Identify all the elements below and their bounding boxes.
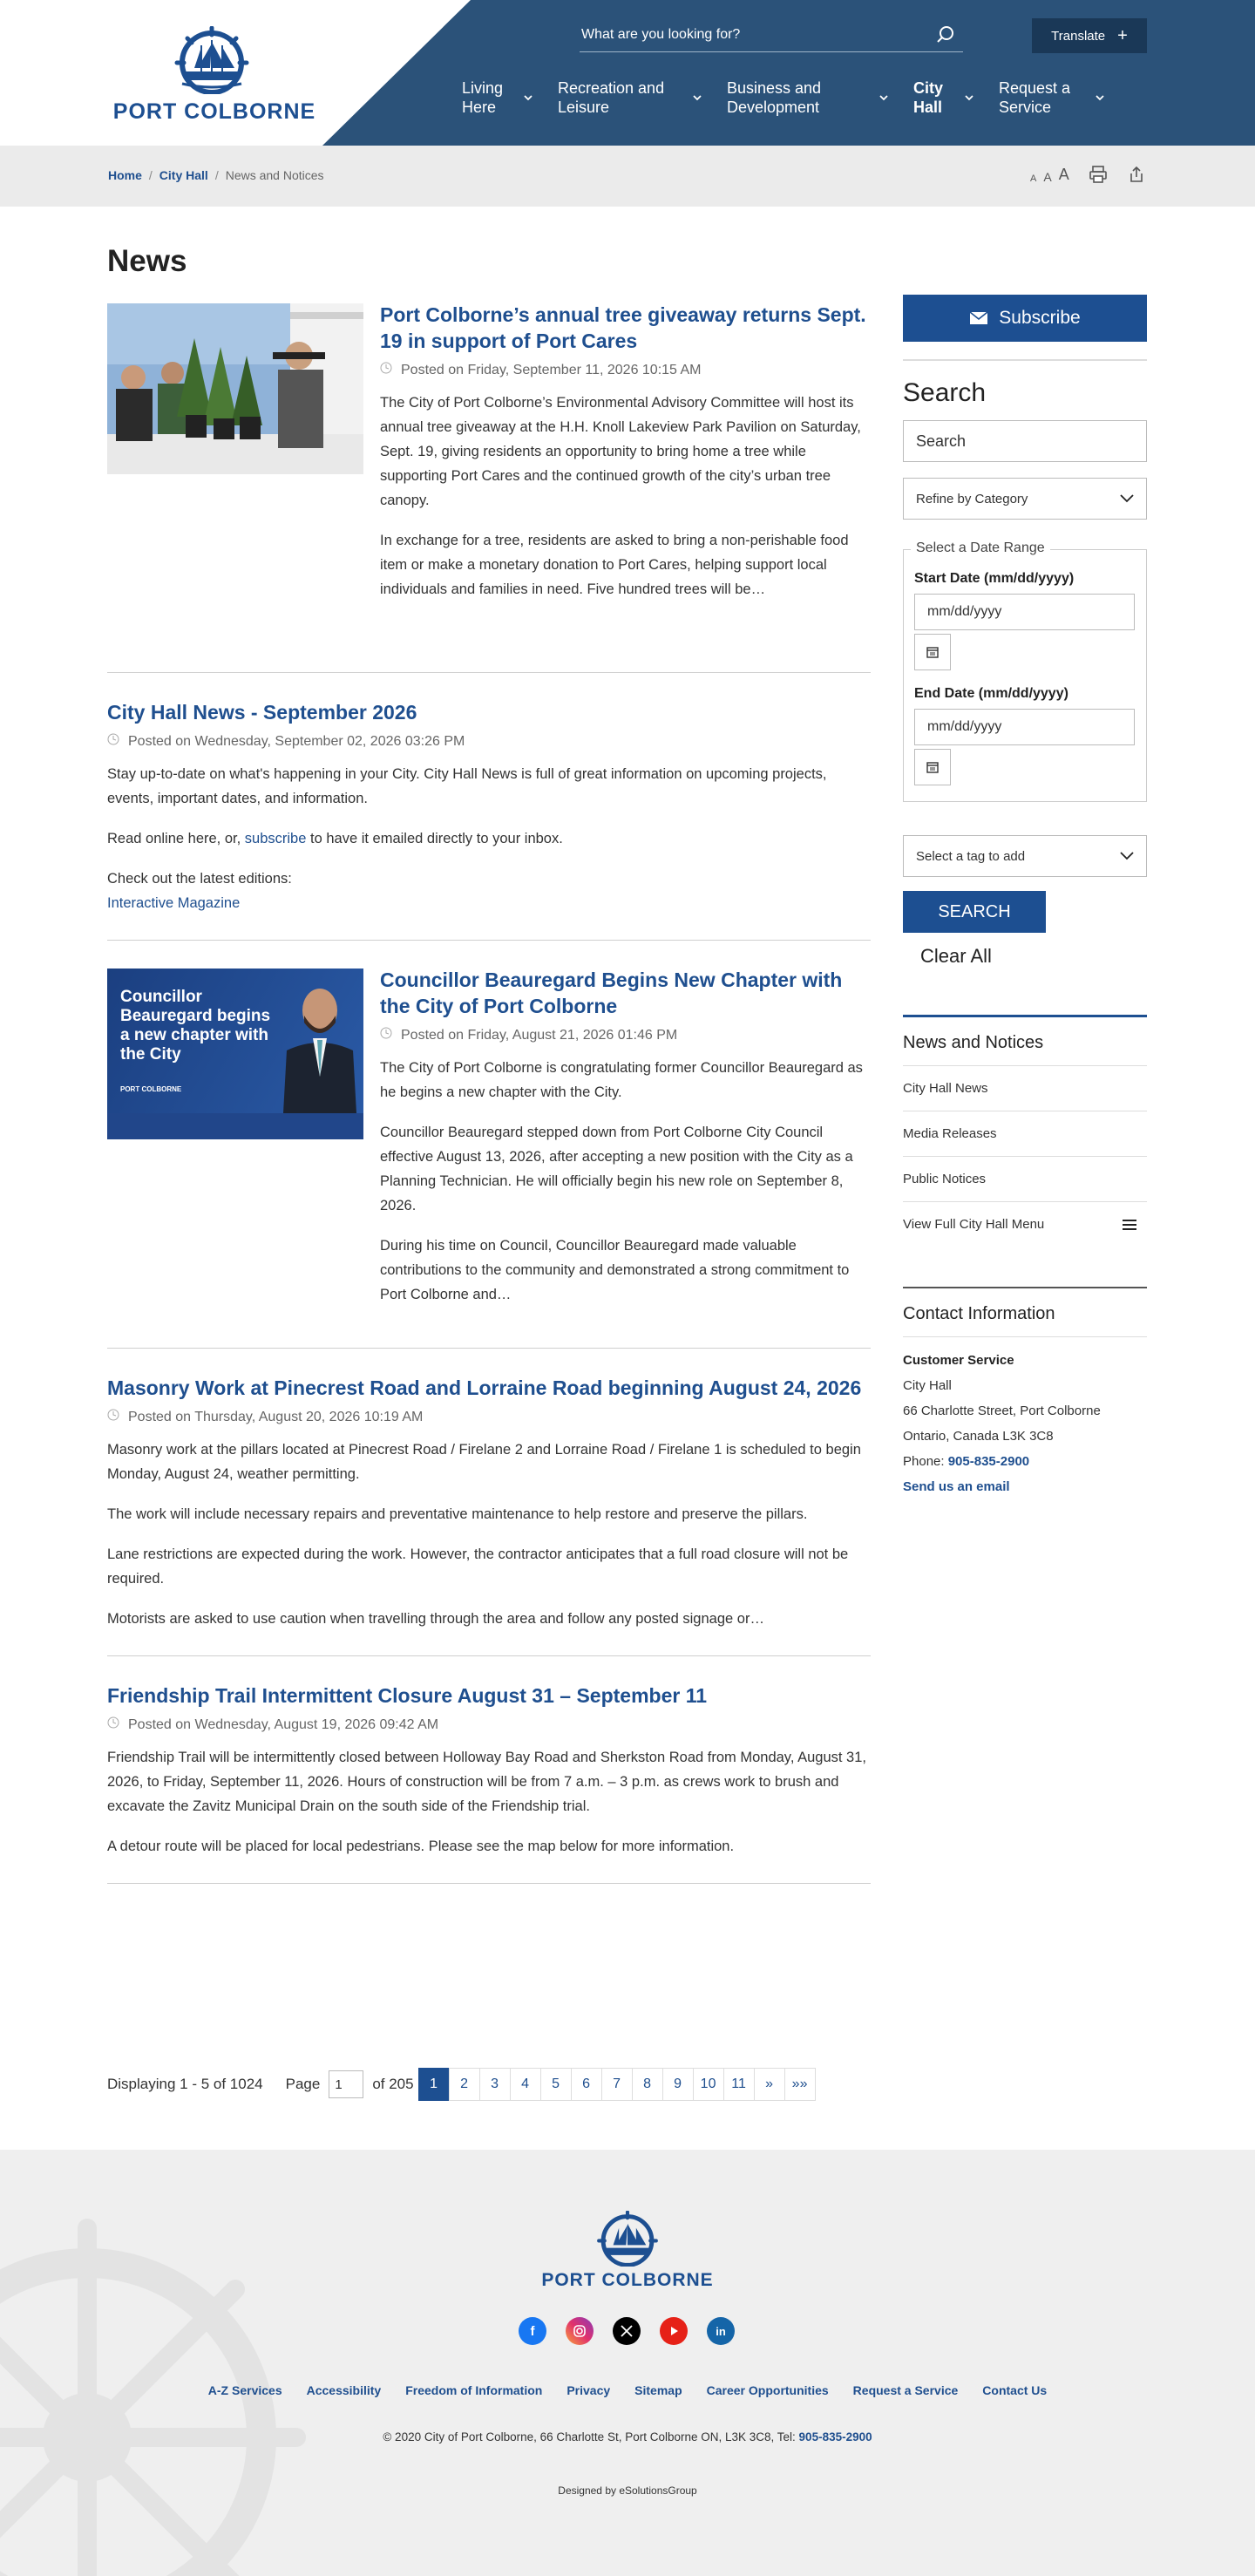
posted-date: [107, 1717, 871, 1733]
facebook-icon[interactable]: f: [519, 2317, 546, 2345]
page-link-3[interactable]: 3: [479, 2068, 511, 2101]
footer-logo[interactable]: [538, 2211, 717, 2291]
print-icon[interactable]: [1089, 165, 1108, 184]
news-item: [107, 1682, 871, 1884]
end-date-calendar-button[interactable]: [914, 749, 951, 785]
news-paragraph: In exchange for a tree, residents are asked to bring a non-perishable food item or make a monetary donation to Port Cares, helping support local individuals and families in need. Five hundred trees will be…: [380, 533, 849, 597]
news-item: [107, 699, 871, 941]
contact-details: [903, 1336, 1147, 1499]
page-link-9[interactable]: 9: [662, 2068, 694, 2101]
page-tools: [1030, 165, 1146, 184]
news-paragraph: [107, 867, 871, 915]
breadcrumb-separator: /: [214, 168, 219, 182]
nav-request-service[interactable]: [999, 73, 1105, 122]
menu-link-full-city-hall[interactable]: [903, 1201, 1147, 1247]
calendar-icon: [926, 645, 940, 659]
chevron-down-icon: [964, 92, 974, 103]
linkedin-icon[interactable]: in: [707, 2317, 735, 2345]
start-date-input[interactable]: mm/dd/yyyy: [914, 594, 1135, 630]
interactive-magazine-link[interactable]: Interactive Magazine: [107, 895, 241, 911]
subscribe-button[interactable]: [903, 295, 1147, 342]
page-title: News: [107, 244, 187, 278]
divider: [903, 359, 1147, 361]
site-footer: [0, 2150, 1255, 2576]
footer-link-sitemap[interactable]: Sitemap: [634, 2383, 682, 2397]
sidebar: [903, 295, 1147, 1499]
news-body: [380, 302, 871, 602]
email-link[interactable]: Send us an email: [903, 1479, 1010, 1494]
sidebar-search-input[interactable]: Search: [903, 420, 1147, 462]
clear-all-button[interactable]: Clear All: [920, 945, 992, 967]
contact-address: 66 Charlotte Street, Port Colborne: [903, 1404, 1101, 1418]
page-link-6[interactable]: 6: [571, 2068, 602, 2101]
news-paragraph: Councillor Beauregard stepped down from Port Colborne City Council effective August 13, 2026, after accepting a new position with the City as a Planning Technician. He will officially begin his new role on September 8, 2026.: [380, 1125, 853, 1213]
news-paragraph: [107, 826, 871, 851]
page-link-1[interactable]: 1: [418, 2068, 450, 2101]
footer-link-privacy[interactable]: Privacy: [566, 2383, 611, 2397]
translate-button[interactable]: [1032, 18, 1147, 53]
posted-date: [107, 734, 871, 750]
clock-icon: [107, 1409, 119, 1421]
designed-by[interactable]: Designed by eSolutionsGroup: [558, 2484, 697, 2497]
subscribe-label: Subscribe: [999, 308, 1081, 328]
page-link-2[interactable]: 2: [449, 2068, 480, 2101]
tree-giveaway-photo: [107, 303, 363, 474]
page-total: of 205: [372, 2076, 414, 2092]
site-search-input[interactable]: What are you looking for?: [581, 27, 741, 42]
last-page-link[interactable]: »»: [784, 2068, 816, 2101]
contact-heading: Contact Information: [903, 1304, 1055, 1323]
sidebar-search-title: Search: [903, 378, 987, 407]
chevron-down-icon: [1120, 852, 1134, 860]
news-title-link[interactable]: Masonry Work at Pinecrest Road and Lorraine Road beginning August 24, 2026: [107, 1376, 862, 1399]
envelope-icon: [969, 311, 988, 325]
menu-link-label: City Hall News: [903, 1081, 988, 1096]
footer-link-request-service[interactable]: Request a Service: [852, 2383, 959, 2397]
news-paragraph: The City of Port Colborne’s Environmental Advisory Committee will host its annual tree giveaway at the H.H. Knoll Lakeview Park Pavilion on Saturday, Sept. 19, giving residents an opportunity to bring home a tree while supporting Port Cares and the continued growth of the city’s urban tree canopy.: [380, 395, 861, 508]
news-paragraph: Masonry work at the pillars located at Pinecrest Road / Firelane 2 and Lorraine Road / Firelane 1 is scheduled to begin Monday, August 24, weather permitting.: [107, 1442, 861, 1482]
menu-link-label: Public Notices: [903, 1172, 987, 1186]
search-submit-button[interactable]: SEARCH: [903, 891, 1046, 933]
text-size-large-button[interactable]: A: [1058, 166, 1069, 183]
footer-links: [0, 2383, 1255, 2397]
posted-date-text: Posted on Friday, August 21, 2026 01:46 PM: [401, 1028, 678, 1043]
clock-icon: [107, 1716, 119, 1729]
logo-text: PORT COLBORNE: [112, 99, 316, 124]
ship-wheel-logo-icon: [159, 26, 264, 94]
page-links: [419, 2068, 816, 2101]
clock-icon: [107, 733, 119, 745]
text-size-medium-button[interactable]: A: [1043, 170, 1052, 184]
news-title-link[interactable]: Councillor Beauregard Begins New Chapter with the City of Port Colborne: [380, 969, 843, 1017]
main-navigation: [462, 73, 1130, 122]
contact-address: Ontario, Canada L3K 3C8: [903, 1429, 1054, 1444]
share-icon[interactable]: [1127, 165, 1146, 184]
contact-department: Customer Service: [903, 1353, 1014, 1368]
footer-link-careers[interactable]: Career Opportunities: [706, 2383, 829, 2397]
news-paragraph: Motorists are asked to use caution when travelling through the area and follow any posted signage or…: [107, 1611, 764, 1627]
news-paragraph: The City of Port Colborne is congratulating former Councillor Beauregard as he begins a new chapter with the City.: [380, 1060, 863, 1100]
breadcrumb-separator: /: [148, 168, 153, 182]
news-title-link[interactable]: City Hall News - September 2026: [107, 701, 417, 724]
contact-information: [903, 1287, 1147, 1499]
posted-date-text: Posted on Friday, September 11, 2026 10:15 AM: [401, 363, 702, 377]
news-paragraph: Friendship Trail will be intermittently closed between Holloway Bay Road and Sherkston Road from Monday, August 31, 2026, to Friday, September 11, 2026. Hours of construction will be from 7 a.m. – 3 p.m. as crews work to brush and excavate the Zavitz Municipal Drain on the south side of the Friendship trial.: [107, 1750, 866, 1814]
news-list: [107, 302, 871, 1910]
nav-business-development[interactable]: [727, 73, 889, 122]
thumbnail-logo: PORT COLBORNE: [120, 1085, 182, 1093]
nav-city-hall[interactable]: [913, 73, 974, 122]
category-select-value: Refine by Category: [916, 491, 1028, 506]
nav-label: City Hall: [913, 79, 944, 116]
date-range-fieldset: [903, 540, 1147, 802]
chevron-down-icon: [878, 92, 889, 103]
date-range-legend: Select a Date Range: [911, 540, 1050, 556]
breadcrumb: [108, 168, 324, 182]
results-count: Displaying 1 - 5 of 1024: [107, 2076, 263, 2092]
search-icon[interactable]: [935, 24, 956, 45]
tag-select[interactable]: [903, 835, 1147, 877]
nav-label: Request a Service: [999, 79, 1071, 116]
news-thumbnail-councillor[interactable]: [107, 969, 363, 1139]
site-header: [0, 0, 1255, 146]
nav-label: Business and Development: [727, 79, 822, 116]
posted-date: [380, 363, 871, 378]
posted-date-text: Posted on Wednesday, August 19, 2026 09:42 AM: [128, 1717, 439, 1732]
instagram-glyph: [573, 2324, 587, 2338]
news-item: [107, 967, 871, 1349]
category-select[interactable]: [903, 478, 1147, 520]
menu-link-city-hall-news[interactable]: [903, 1065, 1147, 1111]
page-number-input[interactable]: [329, 2070, 363, 2098]
news-text: Read online here, or,: [107, 831, 245, 846]
social-links: [519, 2317, 735, 2345]
copyright-text: © 2020 City of Port Colborne, 66 Charlotte St, Port Colborne ON, L3K 3C8, Tel:: [383, 2430, 799, 2443]
nav-label: Recreation and Leisure: [558, 79, 665, 116]
footer-link-az-services[interactable]: A-Z Services: [207, 2383, 282, 2397]
clock-icon: [380, 1027, 392, 1039]
phone-label: Phone:: [903, 1454, 948, 1469]
news-text: to have it emailed directly to your inbox.: [306, 831, 563, 846]
pagination: [107, 2068, 871, 2101]
page-label: Page: [285, 2076, 321, 2092]
page-link-10[interactable]: 10: [693, 2068, 724, 2101]
chevron-down-icon: [1120, 494, 1134, 503]
news-thumbnail-tree-giveaway[interactable]: [107, 303, 363, 474]
page-link-5[interactable]: 5: [540, 2068, 572, 2101]
posted-date: [380, 1028, 871, 1043]
nav-living-here[interactable]: [462, 73, 533, 122]
menu-link-label: View Full City Hall Menu: [903, 1217, 1045, 1232]
next-page-link[interactable]: »: [754, 2068, 785, 2101]
instagram-icon[interactable]: [566, 2317, 594, 2345]
news-paragraph: The work will include necessary repairs and preventative maintenance to help restore and preserve the pillars.: [107, 1506, 808, 1522]
start-date-label: Start Date (mm/dd/yyyy): [914, 571, 1075, 586]
tag-select-value: Select a tag to add: [916, 848, 1026, 864]
footer-phone-link[interactable]: 905-835-2900: [798, 2430, 872, 2443]
x-glyph: [621, 2325, 633, 2337]
chevron-down-icon: [523, 92, 533, 103]
copyright: [0, 2430, 1255, 2443]
news-paragraph: Lane restrictions are expected during the work. However, the contractor anticipates that a full road closure will not be required.: [107, 1546, 849, 1587]
subscribe-link[interactable]: subscribe: [244, 831, 307, 846]
posted-date-text: Posted on Thursday, August 20, 2026 10:19 AM: [128, 1410, 424, 1424]
menu-link-label: Media Releases: [903, 1126, 997, 1141]
footer-link-foi[interactable]: Freedom of Information: [405, 2383, 543, 2397]
calendar-icon: [926, 760, 940, 774]
play-glyph: [668, 2325, 680, 2337]
translate-label: Translate: [1051, 28, 1106, 44]
menu-link-public-notices[interactable]: [903, 1156, 1147, 1201]
hamburger-menu-icon: [1123, 1219, 1136, 1231]
posted-date-text: Posted on Wednesday, September 02, 2026 03:26 PM: [128, 734, 465, 749]
news-text: Check out the latest editions:: [107, 871, 292, 887]
text-size-small-button[interactable]: A: [1030, 173, 1037, 184]
end-date-label: End Date (mm/dd/yyyy): [914, 686, 1068, 701]
page-link-8[interactable]: 8: [632, 2068, 663, 2101]
footer-link-accessibility[interactable]: Accessibility: [306, 2383, 382, 2397]
phone-link[interactable]: 905-835-2900: [947, 1454, 1030, 1469]
page-link-11[interactable]: 11: [723, 2068, 755, 2101]
clock-icon: [380, 362, 392, 374]
breadcrumb-home[interactable]: Home: [108, 168, 142, 182]
breadcrumb-city-hall[interactable]: City Hall: [159, 168, 208, 182]
news-paragraph: A detour route will be placed for local pedestrians. Please see the map below for more information.: [107, 1839, 735, 1854]
x-icon[interactable]: [613, 2317, 641, 2345]
news-paragraph: Stay up-to-date on what's happening in your City. City Hall News is full of great information on upcoming projects, events, important dates, and information.: [107, 766, 827, 806]
ship-wheel-logo-icon: [584, 2211, 671, 2267]
page-link-7[interactable]: 7: [601, 2068, 633, 2101]
councillor-photo: [275, 981, 362, 1113]
youtube-icon[interactable]: [660, 2317, 688, 2345]
breadcrumb-bar: [0, 146, 1255, 207]
contact-line: City Hall: [903, 1378, 952, 1393]
site-logo[interactable]: [107, 26, 322, 122]
site-search[interactable]: [580, 19, 963, 52]
posted-date: [107, 1410, 871, 1425]
chevron-down-icon: [1095, 92, 1105, 103]
footer-logo-text: PORT COLBORNE: [541, 2270, 714, 2290]
news-notices-menu: [903, 1015, 1147, 1247]
nav-label: Living Here: [462, 79, 504, 116]
news-body: [380, 967, 871, 1307]
footer-link-contact[interactable]: Contact Us: [982, 2383, 1048, 2397]
thumbnail-caption: Councillor Beauregard begins a new chapter with the City: [120, 988, 271, 1064]
chevron-down-icon: [692, 92, 702, 103]
news-title-link[interactable]: Friendship Trail Intermittent Closure August 31 – September 11: [107, 1684, 708, 1707]
menu-link-media-releases[interactable]: [903, 1111, 1147, 1156]
news-item: [107, 302, 871, 673]
news-item: [107, 1375, 871, 1656]
plus-icon: +: [1117, 25, 1128, 45]
news-title-link[interactable]: Port Colborne’s annual tree giveaway returns Sept. 19 in support of Port Cares: [380, 303, 866, 352]
nav-recreation-leisure[interactable]: [558, 73, 702, 122]
start-date-calendar-button[interactable]: [914, 634, 951, 670]
breadcrumb-current: News and Notices: [225, 168, 324, 182]
news-notices-heading: News and Notices: [903, 1033, 1044, 1052]
end-date-input[interactable]: mm/dd/yyyy: [914, 709, 1135, 745]
page-link-4[interactable]: 4: [510, 2068, 541, 2101]
news-paragraph: During his time on Council, Councillor Beauregard made valuable contributions to the community and demonstrated a strong commitment to Port Colborne and…: [380, 1238, 850, 1302]
